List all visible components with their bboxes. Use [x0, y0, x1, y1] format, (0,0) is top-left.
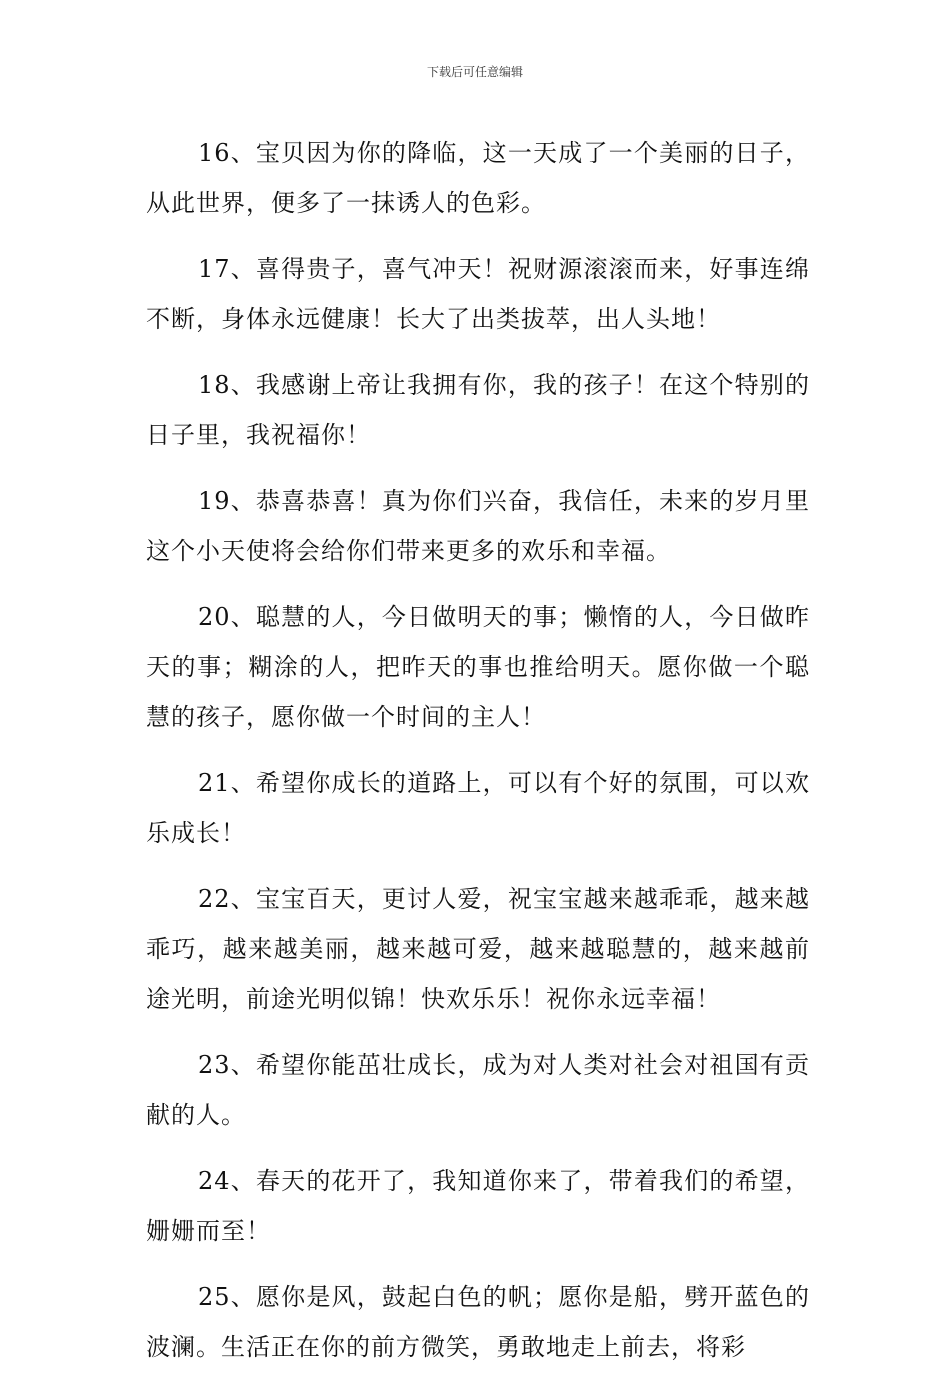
paragraph-19: 19、恭喜恭喜！真为你们兴奋，我信任，未来的岁月里这个小天使将会给你们带来更多的欢乐和幸福。 — [146, 487, 810, 565]
paragraph-18: 18、我感谢上帝让我拥有你，我的孩子！在这个特别的日子里，我祝福你！ — [146, 371, 810, 449]
page-header: 下载后可任意编辑 — [426, 65, 523, 79]
paragraph-16: 16、宝贝因为你的降临，这一天成了一个美丽的日子，从此世界，便多了一抹诱人的色彩。 — [146, 139, 810, 217]
paragraph-20: 20、聪慧的人，今日做明天的事；懒惰的人，今日做昨天的事；糊涂的人，把昨天的事也推给明天。愿你做一个聪慧的孩子，愿你做一个时间的主人！ — [146, 603, 810, 731]
paragraph-23: 23、希望你能茁壮成长，成为对人类对社会对祖国有贡献的人。 — [146, 1051, 810, 1129]
document-body — [146, 128, 810, 1388]
paragraph-25: 25、愿你是风，鼓起白色的帆；愿你是船，劈开蓝色的波澜。生活正在你的前方微笑，勇敢地走上前去，将彩 — [146, 1283, 810, 1361]
paragraph-17: 17、喜得贵子，喜气冲天！祝财源滚滚而来，好事连绵不断，身体永远健康！长大了出类拔萃，出人头地！ — [146, 255, 810, 333]
paragraph-21: 21、希望你成长的道路上，可以有个好的氛围，可以欢乐成长！ — [146, 769, 810, 847]
paragraph-24: 24、春天的花开了，我知道你来了，带着我们的希望，姗姗而至！ — [146, 1167, 810, 1245]
paragraph-22: 22、宝宝百天，更讨人爱，祝宝宝越来越乖乖，越来越乖巧，越来越美丽，越来越可爱，越来越聪慧的，越来越前途光明，前途光明似锦！快欢乐乐！祝你永远幸福！ — [146, 885, 810, 1013]
